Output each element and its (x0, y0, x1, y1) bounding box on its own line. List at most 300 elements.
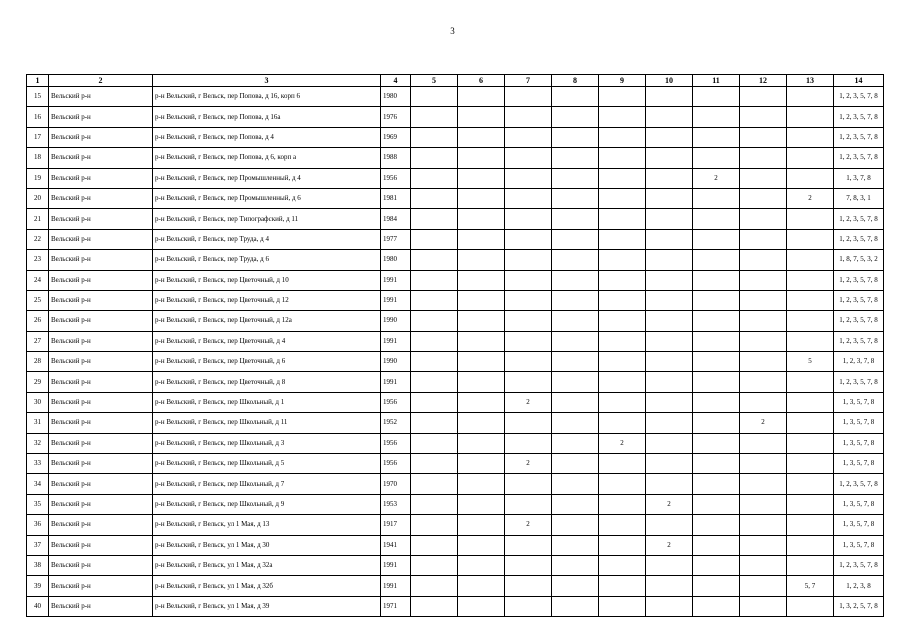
column-header-13: 13 (787, 75, 834, 87)
col8-cell (552, 127, 599, 147)
col6-cell (458, 209, 505, 229)
col10-cell (646, 474, 693, 494)
col14-cell: 1, 2, 3, 5, 7, 8 (834, 87, 884, 107)
col8-cell (552, 515, 599, 535)
col8-cell (552, 392, 599, 412)
col6-cell (458, 127, 505, 147)
col7-cell (505, 494, 552, 514)
table-row (27, 270, 884, 290)
table-row (27, 188, 884, 208)
year-cell: 1953 (381, 494, 411, 514)
col5-cell (411, 576, 458, 596)
col14-cell: 1, 3, 5, 7, 8 (834, 433, 884, 453)
col11-cell (693, 555, 740, 575)
table-row (27, 372, 884, 392)
year-cell: 1991 (381, 331, 411, 351)
col6-cell (458, 290, 505, 310)
col13-cell (787, 596, 834, 616)
address-cell: р-н Вельский, г Вельск, ул 1 Мая, д 32б (153, 576, 381, 596)
col10-cell (646, 433, 693, 453)
district-cell: Вельский р-н (49, 596, 153, 616)
column-header-11: 11 (693, 75, 740, 87)
col9-cell (599, 270, 646, 290)
row-number: 40 (27, 596, 49, 616)
col11-cell (693, 148, 740, 168)
district-cell: Вельский р-н (49, 311, 153, 331)
col14-cell: 1, 2, 3, 5, 7, 8 (834, 331, 884, 351)
address-cell: р-н Вельский, г Вельск, пер Цветочный, д 10 (153, 270, 381, 290)
col12-cell (740, 596, 787, 616)
col8-cell (552, 87, 599, 107)
col13-cell (787, 290, 834, 310)
table-body (27, 87, 884, 617)
column-header-1: 1 (27, 75, 49, 87)
col12-cell (740, 576, 787, 596)
col12-cell (740, 454, 787, 474)
col8-cell (552, 494, 599, 514)
col6-cell (458, 576, 505, 596)
col6-cell (458, 433, 505, 453)
col6-cell (458, 188, 505, 208)
col7-cell: 2 (505, 515, 552, 535)
col12-cell (740, 250, 787, 270)
col11-cell (693, 127, 740, 147)
year-cell: 1990 (381, 352, 411, 372)
row-number: 15 (27, 87, 49, 107)
col10-cell (646, 515, 693, 535)
col13-cell (787, 494, 834, 514)
year-cell: 1991 (381, 270, 411, 290)
col5-cell (411, 250, 458, 270)
col9-cell (599, 87, 646, 107)
col6-cell (458, 148, 505, 168)
col6-cell (458, 413, 505, 433)
col13-cell (787, 209, 834, 229)
year-cell: 1969 (381, 127, 411, 147)
col9-cell (599, 209, 646, 229)
address-cell: р-н Вельский, г Вельск, пер Попова, д 6, корп а (153, 148, 381, 168)
col12-cell (740, 87, 787, 107)
col14-cell: 1, 2, 3, 5, 7, 8 (834, 107, 884, 127)
col12-cell (740, 270, 787, 290)
col11-cell (693, 392, 740, 412)
row-number: 29 (27, 372, 49, 392)
address-cell: р-н Вельский, г Вельск, пер Цветочный, д 8 (153, 372, 381, 392)
col8-cell (552, 107, 599, 127)
col5-cell (411, 311, 458, 331)
col12-cell (740, 311, 787, 331)
col9-cell (599, 311, 646, 331)
year-cell: 1991 (381, 290, 411, 310)
district-cell: Вельский р-н (49, 148, 153, 168)
col13-cell (787, 87, 834, 107)
address-cell: р-н Вельский, г Вельск, пер Школьный, д 3 (153, 433, 381, 453)
col11-cell (693, 290, 740, 310)
district-cell: Вельский р-н (49, 515, 153, 535)
district-cell: Вельский р-н (49, 168, 153, 188)
table-row (27, 168, 884, 188)
col9-cell (599, 229, 646, 249)
col7-cell (505, 87, 552, 107)
column-header-5: 5 (411, 75, 458, 87)
col14-cell: 7, 8, 3, 1 (834, 188, 884, 208)
col14-cell: 1, 3, 5, 7, 8 (834, 454, 884, 474)
column-header-4: 4 (381, 75, 411, 87)
col7-cell (505, 127, 552, 147)
year-cell: 1980 (381, 87, 411, 107)
row-number: 37 (27, 535, 49, 555)
col12-cell (740, 229, 787, 249)
col9-cell (599, 576, 646, 596)
col10-cell (646, 168, 693, 188)
address-cell: р-н Вельский, г Вельск, пер Школьный, д 7 (153, 474, 381, 494)
col13-cell (787, 168, 834, 188)
year-cell: 1917 (381, 515, 411, 535)
col10-cell (646, 454, 693, 474)
col8-cell (552, 433, 599, 453)
year-cell: 1980 (381, 250, 411, 270)
year-cell: 1956 (381, 433, 411, 453)
table-row (27, 433, 884, 453)
year-cell: 1941 (381, 535, 411, 555)
year-cell: 1991 (381, 555, 411, 575)
col8-cell (552, 290, 599, 310)
table-row (27, 494, 884, 514)
col12-cell (740, 168, 787, 188)
col10-cell (646, 555, 693, 575)
col6-cell (458, 494, 505, 514)
district-cell: Вельский р-н (49, 331, 153, 351)
column-header-8: 8 (552, 75, 599, 87)
address-cell: р-н Вельский, г Вельск, пер Цветочный, д 12а (153, 311, 381, 331)
col13-cell (787, 433, 834, 453)
col12-cell (740, 515, 787, 535)
col5-cell (411, 229, 458, 249)
col8-cell (552, 229, 599, 249)
col13-cell (787, 270, 834, 290)
col5-cell (411, 107, 458, 127)
col9-cell (599, 596, 646, 616)
col14-cell: 1, 2, 3, 5, 7, 8 (834, 127, 884, 147)
district-cell: Вельский р-н (49, 474, 153, 494)
district-cell: Вельский р-н (49, 454, 153, 474)
col5-cell (411, 290, 458, 310)
address-cell: р-н Вельский, г Вельск, ул 1 Мая, д 32а (153, 555, 381, 575)
col9-cell: 2 (599, 433, 646, 453)
row-number: 30 (27, 392, 49, 412)
table-row (27, 352, 884, 372)
table-row (27, 515, 884, 535)
address-cell: р-н Вельский, г Вельск, пер Школьный, д 9 (153, 494, 381, 514)
year-cell: 1956 (381, 392, 411, 412)
row-number: 32 (27, 433, 49, 453)
year-cell: 1977 (381, 229, 411, 249)
col10-cell (646, 372, 693, 392)
col10-cell: 2 (646, 535, 693, 555)
year-cell: 1988 (381, 148, 411, 168)
table-row (27, 454, 884, 474)
col10-cell (646, 576, 693, 596)
row-number: 20 (27, 188, 49, 208)
col6-cell (458, 454, 505, 474)
address-cell: р-н Вельский, г Вельск, пер Промышленный, д 6 (153, 188, 381, 208)
col12-cell (740, 209, 787, 229)
year-cell: 1976 (381, 107, 411, 127)
district-cell: Вельский р-н (49, 576, 153, 596)
address-cell: р-н Вельский, г Вельск, ул 1 Мая, д 39 (153, 596, 381, 616)
col14-cell: 1, 2, 3, 5, 7, 8 (834, 270, 884, 290)
col6-cell (458, 107, 505, 127)
header-row (27, 75, 884, 87)
row-number: 36 (27, 515, 49, 535)
district-cell: Вельский р-н (49, 229, 153, 249)
col8-cell (552, 250, 599, 270)
table-row (27, 331, 884, 351)
col12-cell (740, 188, 787, 208)
col8-cell (552, 555, 599, 575)
col12-cell (740, 290, 787, 310)
col9-cell (599, 372, 646, 392)
district-cell: Вельский р-н (49, 494, 153, 514)
col10-cell (646, 290, 693, 310)
col7-cell (505, 331, 552, 351)
col5-cell (411, 494, 458, 514)
col13-cell (787, 229, 834, 249)
col14-cell: 1, 2, 3, 5, 7, 8 (834, 474, 884, 494)
col6-cell (458, 535, 505, 555)
col5-cell (411, 454, 458, 474)
col10-cell: 2 (646, 494, 693, 514)
col13-cell: 5 (787, 352, 834, 372)
col7-cell (505, 148, 552, 168)
col14-cell: 1, 8, 7, 5, 3, 2 (834, 250, 884, 270)
col9-cell (599, 555, 646, 575)
year-cell: 1971 (381, 596, 411, 616)
col8-cell (552, 576, 599, 596)
district-cell: Вельский р-н (49, 107, 153, 127)
district-cell: Вельский р-н (49, 250, 153, 270)
col14-cell: 1, 2, 3, 7, 8 (834, 352, 884, 372)
district-cell: Вельский р-н (49, 209, 153, 229)
col9-cell (599, 515, 646, 535)
col14-cell: 1, 2, 3, 5, 7, 8 (834, 555, 884, 575)
col12-cell (740, 433, 787, 453)
col7-cell (505, 209, 552, 229)
col5-cell (411, 168, 458, 188)
col13-cell (787, 148, 834, 168)
col12-cell (740, 494, 787, 514)
table-row (27, 474, 884, 494)
col7-cell (505, 188, 552, 208)
col11-cell (693, 454, 740, 474)
col11-cell (693, 311, 740, 331)
col10-cell (646, 87, 693, 107)
column-header-2: 2 (49, 75, 153, 87)
col9-cell (599, 352, 646, 372)
table-row (27, 535, 884, 555)
col7-cell (505, 474, 552, 494)
col6-cell (458, 515, 505, 535)
col8-cell (552, 596, 599, 616)
column-header-14: 14 (834, 75, 884, 87)
col10-cell (646, 188, 693, 208)
col8-cell (552, 168, 599, 188)
col13-cell (787, 413, 834, 433)
col8-cell (552, 535, 599, 555)
column-header-12: 12 (740, 75, 787, 87)
col14-cell: 1, 3, 7, 8 (834, 168, 884, 188)
col11-cell (693, 229, 740, 249)
col11-cell (693, 372, 740, 392)
col6-cell (458, 331, 505, 351)
year-cell: 1990 (381, 311, 411, 331)
col13-cell: 5, 7 (787, 576, 834, 596)
address-cell: р-н Вельский, г Вельск, пер Труда, д 6 (153, 250, 381, 270)
col14-cell: 1, 3, 2, 5, 7, 8 (834, 596, 884, 616)
col13-cell (787, 515, 834, 535)
col9-cell (599, 413, 646, 433)
table-row (27, 596, 884, 616)
table-row (27, 209, 884, 229)
year-cell: 1956 (381, 168, 411, 188)
table-row (27, 392, 884, 412)
col5-cell (411, 352, 458, 372)
table-row (27, 290, 884, 310)
col8-cell (552, 372, 599, 392)
table-row (27, 311, 884, 331)
col6-cell (458, 168, 505, 188)
col14-cell: 1, 2, 3, 5, 7, 8 (834, 209, 884, 229)
col6-cell (458, 311, 505, 331)
year-cell: 1991 (381, 576, 411, 596)
table-row (27, 87, 884, 107)
table-row (27, 229, 884, 249)
col13-cell (787, 454, 834, 474)
col7-cell (505, 250, 552, 270)
column-header-7: 7 (505, 75, 552, 87)
col7-cell (505, 229, 552, 249)
year-cell: 1970 (381, 474, 411, 494)
col11-cell (693, 515, 740, 535)
col12-cell (740, 474, 787, 494)
col13-cell (787, 331, 834, 351)
col7-cell (505, 168, 552, 188)
col10-cell (646, 250, 693, 270)
col9-cell (599, 494, 646, 514)
col7-cell (505, 555, 552, 575)
col14-cell: 1, 2, 3, 5, 7, 8 (834, 290, 884, 310)
col13-cell (787, 392, 834, 412)
col10-cell (646, 392, 693, 412)
col11-cell (693, 352, 740, 372)
col8-cell (552, 331, 599, 351)
col5-cell (411, 209, 458, 229)
district-cell: Вельский р-н (49, 290, 153, 310)
col5-cell (411, 148, 458, 168)
col9-cell (599, 188, 646, 208)
table-row (27, 413, 884, 433)
col8-cell (552, 311, 599, 331)
col12-cell (740, 372, 787, 392)
col9-cell (599, 535, 646, 555)
column-header-9: 9 (599, 75, 646, 87)
address-cell: р-н Вельский, г Вельск, пер Школьный, д 1 (153, 392, 381, 412)
col14-cell: 1, 2, 3, 5, 7, 8 (834, 311, 884, 331)
table-row (27, 107, 884, 127)
row-number: 22 (27, 229, 49, 249)
col5-cell (411, 535, 458, 555)
district-cell: Вельский р-н (49, 555, 153, 575)
col12-cell (740, 107, 787, 127)
col11-cell (693, 535, 740, 555)
col7-cell (505, 433, 552, 453)
col13-cell (787, 555, 834, 575)
col10-cell (646, 270, 693, 290)
col5-cell (411, 515, 458, 535)
col5-cell (411, 392, 458, 412)
col11-cell (693, 433, 740, 453)
col5-cell (411, 555, 458, 575)
col10-cell (646, 596, 693, 616)
year-cell: 1952 (381, 413, 411, 433)
col9-cell (599, 474, 646, 494)
district-cell: Вельский р-н (49, 372, 153, 392)
table-row (27, 127, 884, 147)
row-number: 38 (27, 555, 49, 575)
year-cell: 1981 (381, 188, 411, 208)
col11-cell (693, 209, 740, 229)
col8-cell (552, 454, 599, 474)
col13-cell (787, 474, 834, 494)
col11-cell (693, 270, 740, 290)
col6-cell (458, 87, 505, 107)
col11-cell (693, 188, 740, 208)
col10-cell (646, 229, 693, 249)
col6-cell (458, 229, 505, 249)
row-number: 34 (27, 474, 49, 494)
col7-cell (505, 596, 552, 616)
col10-cell (646, 352, 693, 372)
col12-cell (740, 331, 787, 351)
district-cell: Вельский р-н (49, 392, 153, 412)
col9-cell (599, 290, 646, 310)
col11-cell (693, 87, 740, 107)
col13-cell (787, 311, 834, 331)
address-cell: р-н Вельский, г Вельск, пер Цветочный, д 6 (153, 352, 381, 372)
address-cell: р-н Вельский, г Вельск, пер Попова, д 4 (153, 127, 381, 147)
row-number: 17 (27, 127, 49, 147)
col12-cell (740, 148, 787, 168)
col14-cell: 1, 2, 3, 8 (834, 576, 884, 596)
col10-cell (646, 127, 693, 147)
col14-cell: 1, 2, 3, 5, 7, 8 (834, 148, 884, 168)
row-number: 33 (27, 454, 49, 474)
col11-cell (693, 250, 740, 270)
col10-cell (646, 107, 693, 127)
col6-cell (458, 270, 505, 290)
col6-cell (458, 392, 505, 412)
col5-cell (411, 596, 458, 616)
col14-cell: 1, 3, 5, 7, 8 (834, 392, 884, 412)
table-row (27, 555, 884, 575)
address-cell: р-н Вельский, г Вельск, пер Попова, д 16а (153, 107, 381, 127)
col9-cell (599, 392, 646, 412)
col7-cell (505, 352, 552, 372)
col7-cell (505, 576, 552, 596)
year-cell: 1984 (381, 209, 411, 229)
col8-cell (552, 474, 599, 494)
col7-cell (505, 290, 552, 310)
